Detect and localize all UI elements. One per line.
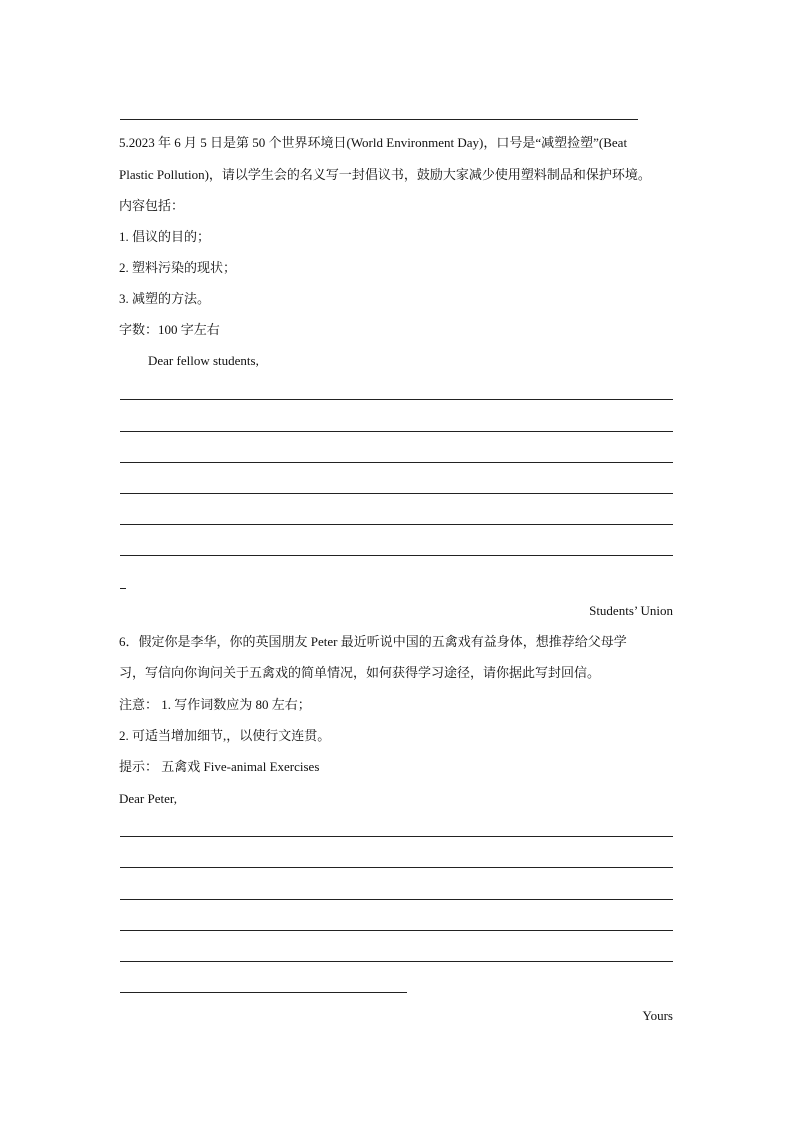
task6-greeting: Dear Peter, (119, 791, 177, 806)
task5-greeting: Dear fellow students, (148, 353, 259, 368)
answer-line (120, 119, 638, 120)
writing-line (120, 992, 407, 993)
writing-line (120, 431, 673, 432)
writing-line (120, 961, 673, 962)
task5-item-1: 1. 倡议的目的； (119, 229, 211, 244)
task5-signature: Students’ Union (589, 603, 673, 618)
task6-note-1: 注意： 1. 写作词数应为 80 左右； (119, 697, 311, 712)
writing-line (120, 493, 673, 494)
writing-line (120, 899, 673, 900)
writing-line (120, 524, 673, 525)
task6-prompt-line-2: 习，写信向你询问关于五禽戏的简单情况，如何获得学习途径，请你据此写封回信。 (119, 665, 601, 680)
task5-content-heading: 内容包括： (119, 198, 185, 213)
task5-prompt-line-2: Plastic Pollution)，请以学生会的名义写一封倡议书，鼓励大家减少使用塑料制品和保护环境。 (119, 167, 651, 182)
task5-item-2: 2. 塑料污染的现状； (119, 260, 237, 275)
task6-closing: Yours (642, 1008, 673, 1023)
writing-line (120, 836, 673, 837)
task5-item-3: 3. 减塑的方法。 (119, 291, 211, 306)
writing-line (120, 462, 673, 463)
writing-line (120, 555, 673, 556)
task5-prompt-line-1: 5.2023 年 6 月 5 日是第 50 个世界环境日(World Environment Day)，口号是“减塑捡塑”(Beat (119, 135, 628, 150)
writing-line (120, 867, 673, 868)
short-writing-line (120, 588, 126, 589)
task6-note-2: 2. 可适当增加细节,，以使行文连贯。 (119, 728, 331, 743)
task6-hint: 提示： 五禽戏 Five-animal Exercises (119, 759, 320, 774)
writing-line (120, 930, 673, 931)
task6-prompt-line-1: 6．假定你是李华，你的英国朋友 Peter 最近听说中国的五禽戏有益身体，想推荐给父母学 (119, 634, 627, 649)
writing-line (120, 399, 673, 400)
task5-word-count: 字数：100 字左右 (119, 322, 220, 337)
